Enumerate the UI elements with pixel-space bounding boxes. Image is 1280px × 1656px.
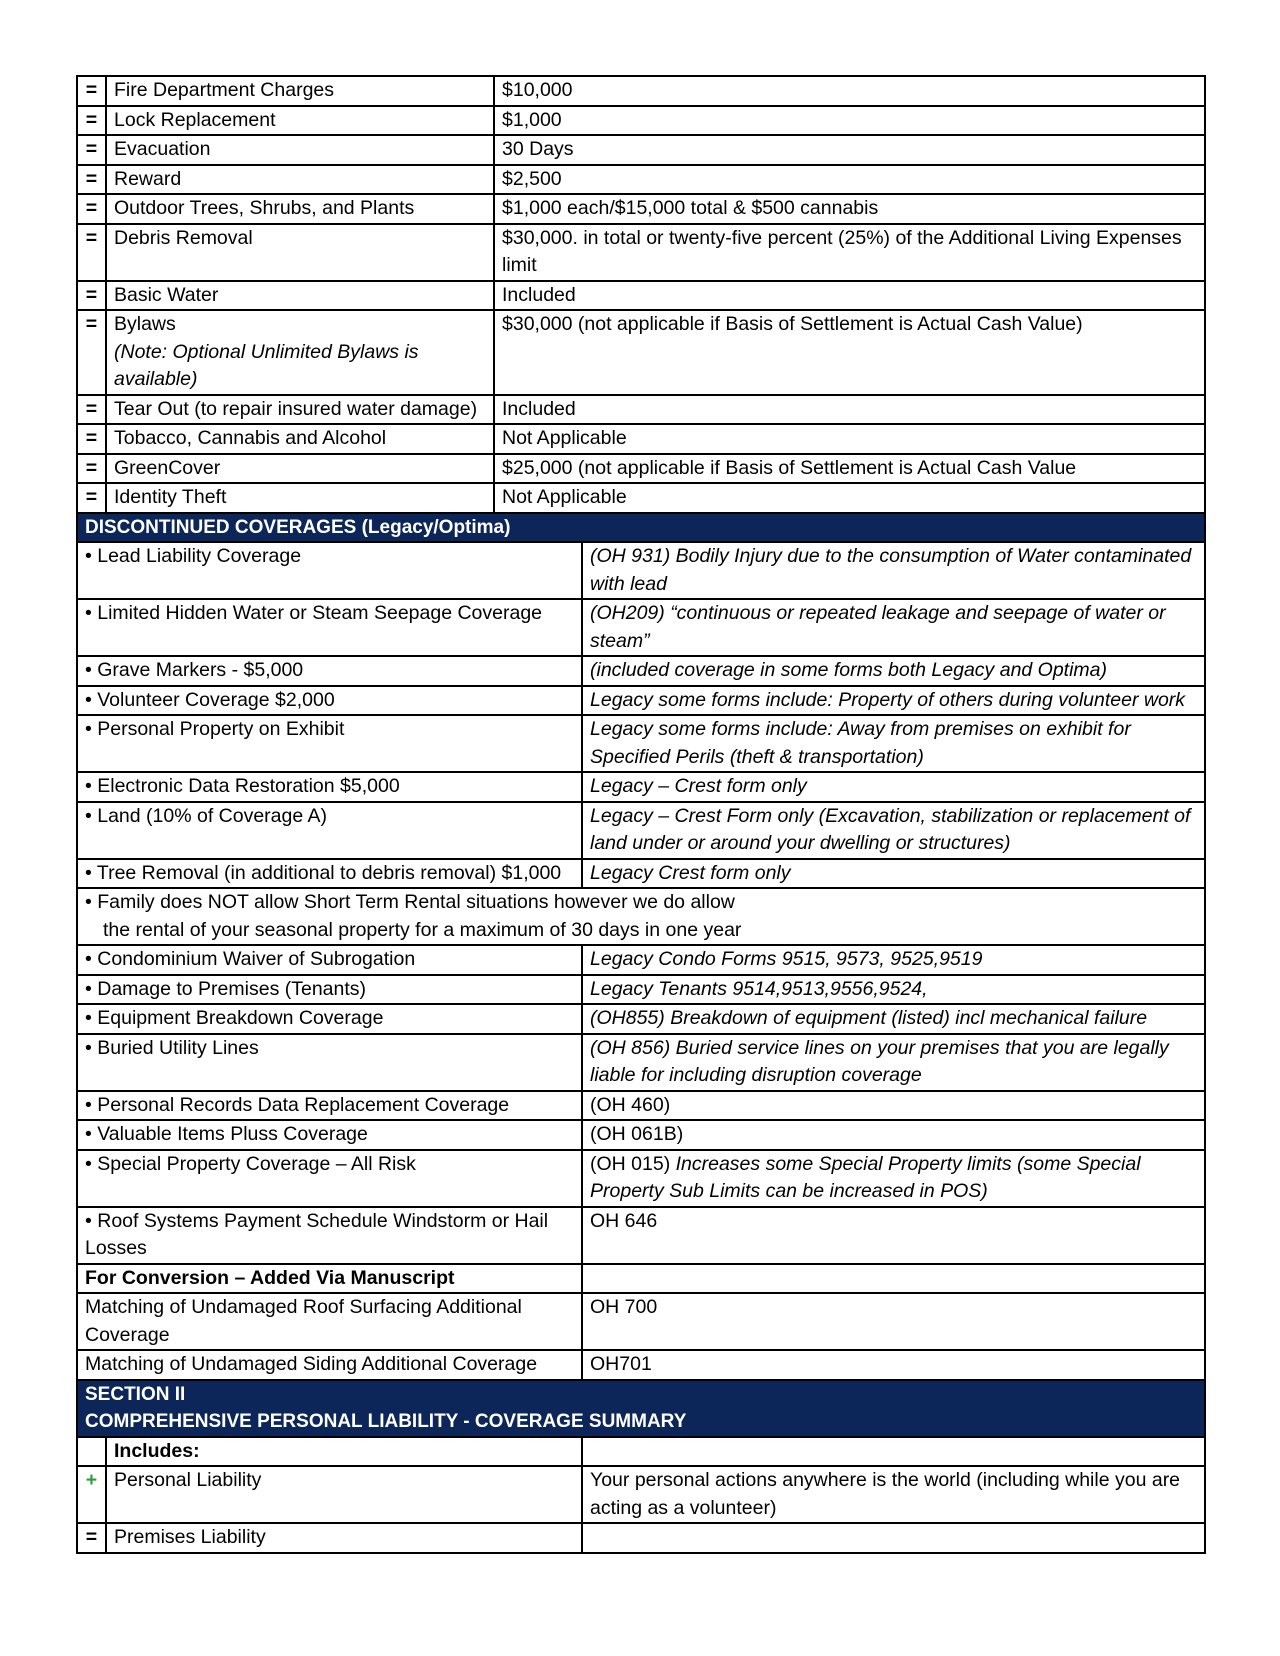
coverage-row (77, 310, 1205, 395)
coverage-name (106, 224, 494, 281)
discontinued-name: • Volunteer Coverage $2,000 (77, 686, 582, 716)
roof-systems-row (77, 1207, 1205, 1264)
row-symbol: = (77, 454, 106, 484)
section2-header-line2: COMPREHENSIVE PERSONAL LIABILITY - COVERAGE SUMMARY (85, 1411, 687, 1432)
row-symbol: = (77, 310, 106, 395)
discontinued-name: • Land (10% of Coverage A) (77, 802, 582, 859)
coverage-value: $1,000 (494, 106, 1205, 136)
discontinued-value: (OH 061B) (582, 1120, 1205, 1150)
family-note-line2: the rental of your seasonal property for a maximum of 30 days in one year (103, 918, 742, 941)
liability-value (582, 1523, 1205, 1553)
discontinued-name: • Personal Records Data Replacement Coverage (77, 1091, 582, 1121)
coverage-name-text: Lock Replacement (114, 108, 276, 131)
discontinued-name: • Buried Utility Lines (77, 1034, 582, 1091)
coverage-value: Not Applicable (494, 483, 1205, 513)
row-symbol: = (77, 165, 106, 195)
conversion-name: Matching of Undamaged Roof Surfacing Additional Coverage (77, 1293, 582, 1350)
coverage-row (77, 135, 1205, 165)
coverage-name-text: Debris Removal (114, 226, 253, 249)
coverage-document (76, 75, 1204, 1554)
discontinued-name: • Tree Removal (in additional to debris removal) $1,000 (77, 859, 582, 889)
family-note-line1: • Family does NOT allow Short Term Rental situations however we do allow (85, 891, 735, 913)
discontinued-row (77, 859, 1205, 889)
coverage-value: Included (494, 281, 1205, 311)
coverage-value: Not Applicable (494, 424, 1205, 454)
discontinued-row (77, 686, 1205, 716)
coverage-name-text: Tear Out (to repair insured water damage) (114, 397, 478, 420)
discontinued-table (76, 512, 1206, 1438)
discontinued-row (77, 975, 1205, 1005)
section1-table (76, 75, 1206, 514)
coverage-row (77, 483, 1205, 513)
coverage-name (106, 76, 494, 106)
coverage-value: Included (494, 395, 1205, 425)
coverage-name-text: Evacuation (114, 138, 211, 160)
coverage-row (77, 281, 1205, 311)
roof-systems-name: • Roof Systems Payment Schedule Windstorm or Hail Losses (77, 1207, 582, 1264)
coverage-value: $25,000 (not applicable if Basis of Settlement is Actual Cash Value (494, 454, 1205, 484)
discontinued-value: (included coverage in some forms both Legacy and Optima) (582, 656, 1205, 686)
conversion-value: OH701 (582, 1350, 1205, 1380)
coverage-row (77, 76, 1205, 106)
liability-row (77, 1523, 1205, 1553)
coverage-name (106, 106, 494, 136)
coverage-name-text: Identity Theft (114, 486, 227, 508)
special-property-name: • Special Property Coverage – All Risk (77, 1150, 582, 1207)
row-symbol: = (77, 224, 106, 281)
discontinued-row (77, 802, 1205, 859)
special-property-value (582, 1150, 1205, 1207)
coverage-row (77, 395, 1205, 425)
discontinued-name: • Personal Property on Exhibit (77, 715, 582, 772)
coverage-note: (Note: Optional Unlimited Bylaws is available) (114, 340, 419, 390)
coverage-name-text: Basic Water (114, 283, 219, 306)
special-property-italic: Increases some Special Property limits (some Special Property Sub Limits can be increased in POS) (590, 1152, 1141, 1202)
discontinued-name: • Condominium Waiver of Subrogation (77, 945, 582, 975)
liability-name: Personal Liability (106, 1466, 582, 1523)
coverage-name (106, 454, 494, 484)
discontinued-header: DISCONTINUED COVERAGES (Legacy/Optima) (77, 513, 1205, 543)
conversion-header-empty (582, 1264, 1205, 1294)
conversion-row (77, 1293, 1205, 1350)
coverage-row (77, 165, 1205, 195)
row-symbol: = (77, 395, 106, 425)
coverage-name (106, 165, 494, 195)
coverage-name (106, 135, 494, 165)
coverage-name-text: Reward (114, 167, 182, 190)
coverage-name (106, 281, 494, 311)
discontinued-name: • Damage to Premises (Tenants) (77, 975, 582, 1005)
special-property-row (77, 1150, 1205, 1207)
coverage-row (77, 106, 1205, 136)
section2-header-line1: SECTION II (85, 1383, 186, 1405)
discontinued-value: Legacy – Crest form only (582, 772, 1205, 802)
coverage-name (106, 424, 494, 454)
discontinued-name: • Lead Liability Coverage (77, 542, 582, 599)
conversion-name: Matching of Undamaged Siding Additional Coverage (77, 1350, 582, 1380)
discontinued-value: Legacy Condo Forms 9515, 9573, 9525,9519 (582, 945, 1205, 975)
discontinued-value: (OH 856) Buried service lines on your premises that you are legally liable for including disruption coverage (582, 1034, 1205, 1091)
coverage-row (77, 454, 1205, 484)
discontinued-value: (OH855) Breakdown of equipment (listed) incl mechanical failure (582, 1004, 1205, 1034)
coverage-name (106, 310, 494, 395)
discontinued-value: Legacy some forms include: Property of others during volunteer work (582, 686, 1205, 716)
discontinued-name: • Limited Hidden Water or Steam Seepage Coverage (77, 599, 582, 656)
liability-name: Premises Liability (106, 1523, 582, 1553)
discontinued-value: (OH209) “continuous or repeated leakage and seepage of water or steam” (582, 599, 1205, 656)
discontinued-value: Legacy Tenants 9514,9513,9556,9524, (582, 975, 1205, 1005)
coverage-row (77, 424, 1205, 454)
family-note-row (77, 888, 1205, 945)
includes-label: Includes: (106, 1437, 582, 1467)
section2-table (76, 1436, 1206, 1554)
special-property-prefix: (OH 015) (590, 1152, 676, 1175)
row-symbol: = (77, 194, 106, 224)
discontinued-name: • Valuable Items Pluss Coverage (77, 1120, 582, 1150)
row-symbol: = (77, 424, 106, 454)
row-symbol: = (77, 483, 106, 513)
discontinued-value: (OH 460) (582, 1091, 1205, 1121)
coverage-value: $30,000. in total or twenty-five percent (25%) of the Additional Living Expenses limit (494, 224, 1205, 281)
conversion-header: For Conversion – Added Via Manuscript (77, 1264, 582, 1294)
coverage-row (77, 224, 1205, 281)
discontinued-name: • Electronic Data Restoration $5,000 (77, 772, 582, 802)
discontinued-row (77, 542, 1205, 599)
coverage-name-text: Fire Department Charges (114, 79, 335, 101)
plus-icon: + (77, 1466, 106, 1523)
discontinued-value: Legacy some forms include: Away from premises on exhibit for Specified Perils (theft & transportation) (582, 715, 1205, 772)
coverage-value: $1,000 each/$15,000 total & $500 cannabis (494, 194, 1205, 224)
coverage-value: $2,500 (494, 165, 1205, 195)
conversion-value: OH 700 (582, 1293, 1205, 1350)
discontinued-row (77, 1091, 1205, 1121)
row-symbol: = (77, 76, 106, 106)
coverage-value: 30 Days (494, 135, 1205, 165)
row-symbol: = (77, 281, 106, 311)
row-symbol: = (77, 135, 106, 165)
discontinued-row (77, 1034, 1205, 1091)
discontinued-row (77, 599, 1205, 656)
coverage-name (106, 395, 494, 425)
coverage-row (77, 194, 1205, 224)
discontinued-row (77, 772, 1205, 802)
includes-row (77, 1437, 1205, 1467)
roof-systems-value: OH 646 (582, 1207, 1205, 1264)
row-symbol: = (77, 106, 106, 136)
coverage-name-text: GreenCover (114, 456, 221, 479)
section2-header-row (77, 1380, 1205, 1437)
coverage-name-text: Tobacco, Cannabis and Alcohol (114, 427, 387, 449)
coverage-value: $30,000 (not applicable if Basis of Settlement is Actual Cash Value) (494, 310, 1205, 395)
liability-row (77, 1466, 1205, 1523)
discontinued-row (77, 715, 1205, 772)
discontinued-name: • Grave Markers - $5,000 (77, 656, 582, 686)
conversion-header-row (77, 1264, 1205, 1294)
discontinued-header-row (77, 513, 1205, 543)
discontinued-value: (OH 931) Bodily Injury due to the consumption of Water contaminated with lead (582, 542, 1205, 599)
coverage-value: $10,000 (494, 76, 1205, 106)
discontinued-value: Legacy – Crest Form only (Excavation, stabilization or replacement of land under or around your dwelling or structures) (582, 802, 1205, 859)
discontinued-row (77, 1004, 1205, 1034)
coverage-name-text: Outdoor Trees, Shrubs, and Plants (114, 197, 415, 219)
coverage-name-text: Bylaws (114, 313, 176, 335)
row-symbol: = (77, 1523, 106, 1553)
conversion-row (77, 1350, 1205, 1380)
liability-value: Your personal actions anywhere is the world (including while you are acting as a volunteer) (582, 1466, 1205, 1523)
discontinued-value: Legacy Crest form only (582, 859, 1205, 889)
discontinued-name: • Equipment Breakdown Coverage (77, 1004, 582, 1034)
coverage-name (106, 194, 494, 224)
discontinued-row (77, 656, 1205, 686)
discontinued-row (77, 1120, 1205, 1150)
coverage-name (106, 483, 494, 513)
discontinued-row (77, 945, 1205, 975)
